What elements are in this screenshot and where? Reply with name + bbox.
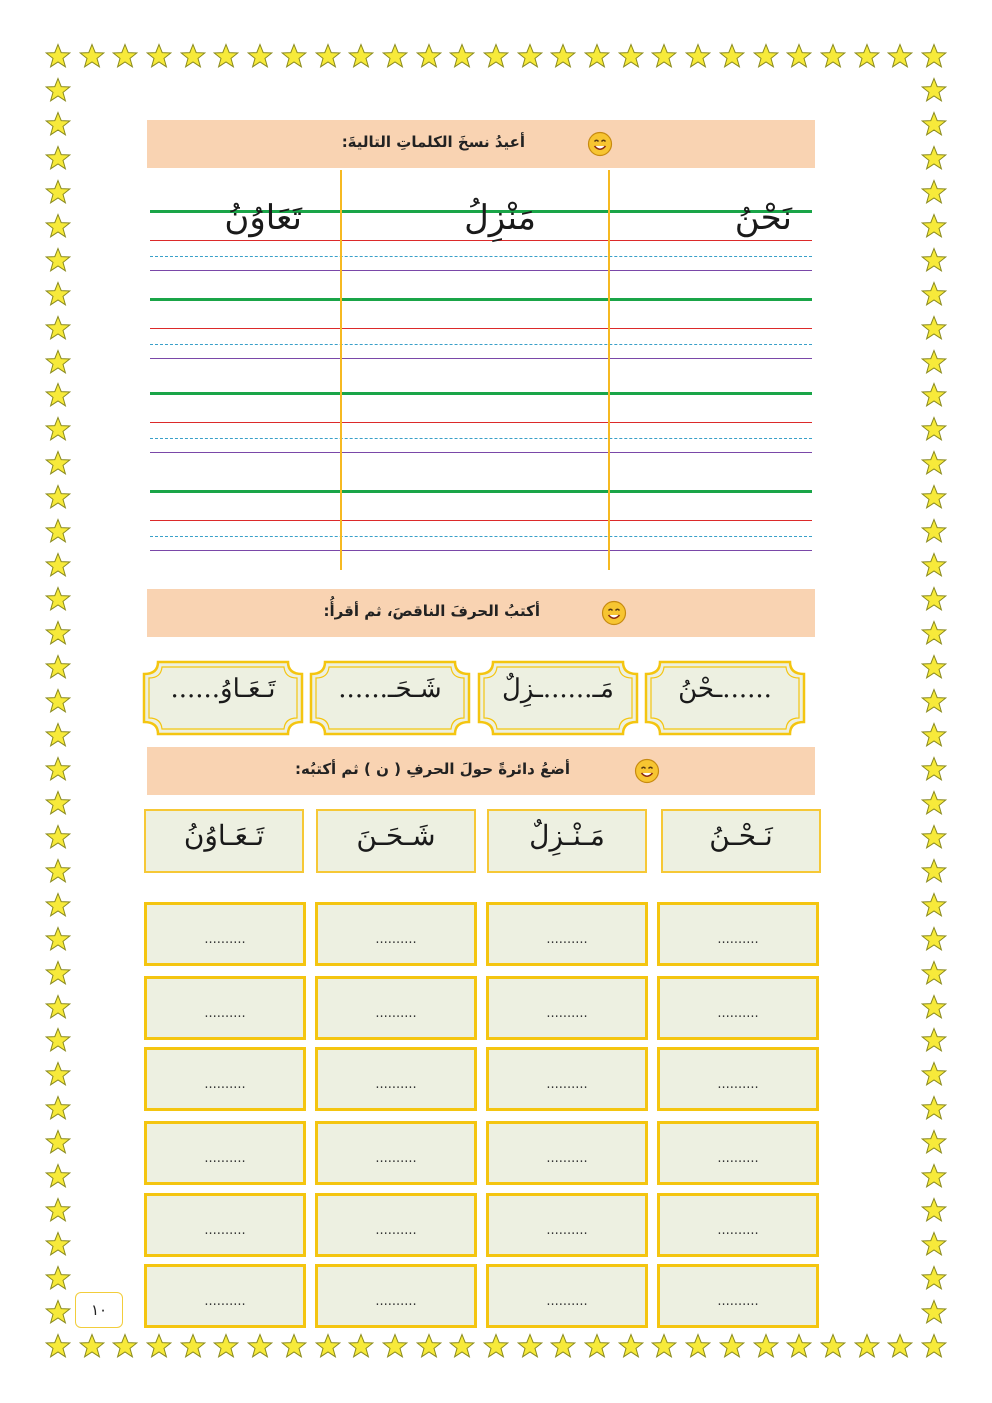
writing-box[interactable]: .......... <box>315 1193 477 1257</box>
writing-box[interactable]: .......... <box>144 1121 306 1185</box>
star-icon <box>416 1333 442 1359</box>
green-line <box>150 392 812 395</box>
word-box: مَـنْـزِلٌ <box>487 809 647 873</box>
star-icon <box>483 1333 509 1359</box>
star-icon <box>651 43 677 69</box>
star-icon <box>45 892 71 918</box>
star-icon <box>921 620 947 646</box>
star-icon <box>685 1333 711 1359</box>
copy-word: نَحْنُ <box>734 198 792 238</box>
writing-box[interactable]: .......... <box>657 1047 819 1111</box>
star-icon <box>921 1095 947 1121</box>
star-icon <box>550 1333 576 1359</box>
star-icon <box>45 926 71 952</box>
star-icon <box>753 43 779 69</box>
star-icon <box>45 654 71 680</box>
star-icon <box>45 1265 71 1291</box>
star-icon <box>618 43 644 69</box>
star-icon <box>146 43 172 69</box>
star-icon <box>45 858 71 884</box>
purple-line <box>150 270 812 271</box>
blue-dashed-line <box>150 344 812 345</box>
star-icon <box>45 688 71 714</box>
writing-box[interactable]: .......... <box>486 902 648 966</box>
star-icon <box>921 213 947 239</box>
green-line <box>150 298 812 301</box>
writing-box[interactable]: .......... <box>315 1121 477 1185</box>
instruction-banner-missing-letter <box>147 589 815 637</box>
star-icon <box>348 1333 374 1359</box>
star-icon <box>921 858 947 884</box>
star-icon <box>921 247 947 273</box>
purple-line <box>150 358 812 359</box>
star-icon <box>618 1333 644 1359</box>
missing-letter-card[interactable] <box>142 660 304 736</box>
star-icon <box>281 1333 307 1359</box>
star-icon <box>112 1333 138 1359</box>
star-icon <box>45 1027 71 1053</box>
smiley-icon <box>601 600 627 626</box>
star-icon <box>483 43 509 69</box>
purple-line <box>150 550 812 551</box>
star-icon <box>382 1333 408 1359</box>
star-icon <box>921 315 947 341</box>
instruction-text: أكتبُ الحرفَ الناقصَ، ثم أقرأُ: <box>323 602 540 620</box>
star-icon <box>921 892 947 918</box>
star-icon <box>45 790 71 816</box>
star-icon <box>45 1333 71 1359</box>
star-icon <box>584 43 610 69</box>
star-icon <box>921 77 947 103</box>
missing-letter-card[interactable] <box>477 660 639 736</box>
star-icon <box>45 1129 71 1155</box>
star-icon <box>921 416 947 442</box>
star-icon <box>45 213 71 239</box>
writing-box[interactable]: .......... <box>315 1264 477 1328</box>
star-icon <box>921 1197 947 1223</box>
star-icon <box>921 1231 947 1257</box>
star-icon <box>45 43 71 69</box>
writing-box[interactable]: .......... <box>144 1047 306 1111</box>
star-icon <box>213 1333 239 1359</box>
star-icon <box>45 484 71 510</box>
column-divider <box>340 170 342 570</box>
instruction-banner-circle-letter <box>147 747 815 795</box>
star-icon <box>921 722 947 748</box>
star-icon <box>921 145 947 171</box>
star-icon <box>45 349 71 375</box>
star-icon <box>719 43 745 69</box>
star-icon <box>45 552 71 578</box>
star-icon <box>45 1061 71 1087</box>
star-icon <box>786 43 812 69</box>
card-text: ......ـحْنُ <box>678 674 772 704</box>
star-icon <box>45 1095 71 1121</box>
word-box: تَـعَـاوُنُ <box>144 809 304 873</box>
star-icon <box>45 824 71 850</box>
writing-box[interactable]: .......... <box>144 1193 306 1257</box>
star-icon <box>921 1333 947 1359</box>
star-icon <box>247 1333 273 1359</box>
star-icon <box>921 1061 947 1087</box>
star-icon <box>921 484 947 510</box>
star-icon <box>786 1333 812 1359</box>
star-icon <box>921 518 947 544</box>
star-icon <box>921 1027 947 1053</box>
smiley-icon <box>634 758 660 784</box>
blue-dashed-line <box>150 438 812 439</box>
star-icon <box>79 43 105 69</box>
star-icon <box>921 281 947 307</box>
star-icon <box>921 1163 947 1189</box>
writing-box[interactable]: .......... <box>657 1264 819 1328</box>
star-icon <box>887 1333 913 1359</box>
star-icon <box>854 43 880 69</box>
blue-dashed-line <box>150 256 812 257</box>
star-icon <box>651 1333 677 1359</box>
star-icon <box>449 43 475 69</box>
star-icon <box>45 111 71 137</box>
copy-word: تَعَاوُنُ <box>224 198 302 238</box>
star-icon <box>45 281 71 307</box>
star-icon <box>45 450 71 476</box>
handwriting-sheet <box>150 170 812 570</box>
star-icon <box>685 43 711 69</box>
writing-box[interactable]: .......... <box>486 976 648 1040</box>
star-icon <box>79 1333 105 1359</box>
star-icon <box>45 756 71 782</box>
star-icon <box>45 586 71 612</box>
word-box: شَـحَـنَ <box>316 809 476 873</box>
instruction-text: أعيدُ نسخَ الكلماتِ التاليةَ: <box>341 133 525 151</box>
writing-box[interactable]: .......... <box>486 1193 648 1257</box>
star-icon <box>921 111 947 137</box>
card-text: تَـعَـاوُ...... <box>170 674 276 704</box>
missing-letter-card[interactable] <box>644 660 806 736</box>
star-icon <box>45 1231 71 1257</box>
red-line <box>150 520 812 521</box>
star-icon <box>45 77 71 103</box>
star-icon <box>887 43 913 69</box>
star-icon <box>921 960 947 986</box>
column-divider <box>608 170 610 570</box>
star-icon <box>416 43 442 69</box>
star-icon <box>315 1333 341 1359</box>
star-icon <box>921 450 947 476</box>
star-icon <box>45 179 71 205</box>
red-line <box>150 240 812 241</box>
instruction-text: أضعُ دائرةً حولَ الحرفِ ( ن ) ثم أكتبُه: <box>294 760 570 778</box>
page-number: ١٠ <box>75 1292 123 1328</box>
star-icon <box>820 1333 846 1359</box>
star-icon <box>550 43 576 69</box>
writing-box[interactable]: .......... <box>315 976 477 1040</box>
star-icon <box>45 960 71 986</box>
star-icon <box>247 43 273 69</box>
writing-box[interactable]: .......... <box>144 976 306 1040</box>
star-icon <box>45 1299 71 1325</box>
star-icon <box>517 1333 543 1359</box>
star-icon <box>281 43 307 69</box>
purple-line <box>150 452 812 453</box>
star-icon <box>921 552 947 578</box>
star-icon <box>45 1197 71 1223</box>
red-line <box>150 422 812 423</box>
word-box: نَـحْـنُ <box>661 809 821 873</box>
star-icon <box>921 1265 947 1291</box>
star-icon <box>45 994 71 1020</box>
star-icon <box>315 43 341 69</box>
star-icon <box>45 145 71 171</box>
red-line <box>150 328 812 329</box>
star-icon <box>820 43 846 69</box>
writing-box[interactable]: .......... <box>315 1047 477 1111</box>
star-icon <box>921 43 947 69</box>
green-line <box>150 490 812 493</box>
star-icon <box>180 1333 206 1359</box>
star-icon <box>921 654 947 680</box>
star-icon <box>921 688 947 714</box>
blue-dashed-line <box>150 536 812 537</box>
star-icon <box>921 790 947 816</box>
star-icon <box>112 43 138 69</box>
star-icon <box>348 43 374 69</box>
writing-box[interactable]: .......... <box>657 976 819 1040</box>
star-icon <box>382 43 408 69</box>
writing-box[interactable]: .......... <box>486 1121 648 1185</box>
star-icon <box>921 994 947 1020</box>
writing-box[interactable]: .......... <box>657 1193 819 1257</box>
star-icon <box>921 349 947 375</box>
star-icon <box>921 926 947 952</box>
star-icon <box>921 382 947 408</box>
writing-box[interactable]: .......... <box>144 1264 306 1328</box>
star-icon <box>45 247 71 273</box>
star-icon <box>45 518 71 544</box>
star-icon <box>854 1333 880 1359</box>
star-icon <box>213 43 239 69</box>
writing-box[interactable]: .......... <box>315 902 477 966</box>
card-text: شَـحَـ...... <box>338 674 442 704</box>
missing-letter-card[interactable] <box>309 660 471 736</box>
star-icon <box>180 43 206 69</box>
star-icon <box>146 1333 172 1359</box>
star-icon <box>45 1163 71 1189</box>
star-icon <box>719 1333 745 1359</box>
writing-box[interactable]: .......... <box>486 1264 648 1328</box>
star-icon <box>921 824 947 850</box>
star-icon <box>45 722 71 748</box>
writing-box[interactable]: .......... <box>657 1121 819 1185</box>
star-icon <box>45 315 71 341</box>
star-icon <box>753 1333 779 1359</box>
star-icon <box>45 620 71 646</box>
star-icon <box>45 416 71 442</box>
star-icon <box>584 1333 610 1359</box>
star-icon <box>45 382 71 408</box>
star-icon <box>517 43 543 69</box>
star-icon <box>921 756 947 782</box>
star-icon <box>921 1129 947 1155</box>
writing-box[interactable]: .......... <box>486 1047 648 1111</box>
card-text: مَـ......ـزِلٌ <box>502 674 614 704</box>
copy-word: مَنْزِلُ <box>464 198 536 238</box>
star-icon <box>921 586 947 612</box>
star-icon <box>921 179 947 205</box>
star-icon <box>449 1333 475 1359</box>
writing-box[interactable]: .......... <box>144 902 306 966</box>
instruction-banner-copy <box>147 120 815 168</box>
writing-box[interactable]: .......... <box>657 902 819 966</box>
smiley-icon <box>587 131 613 157</box>
star-icon <box>921 1299 947 1325</box>
